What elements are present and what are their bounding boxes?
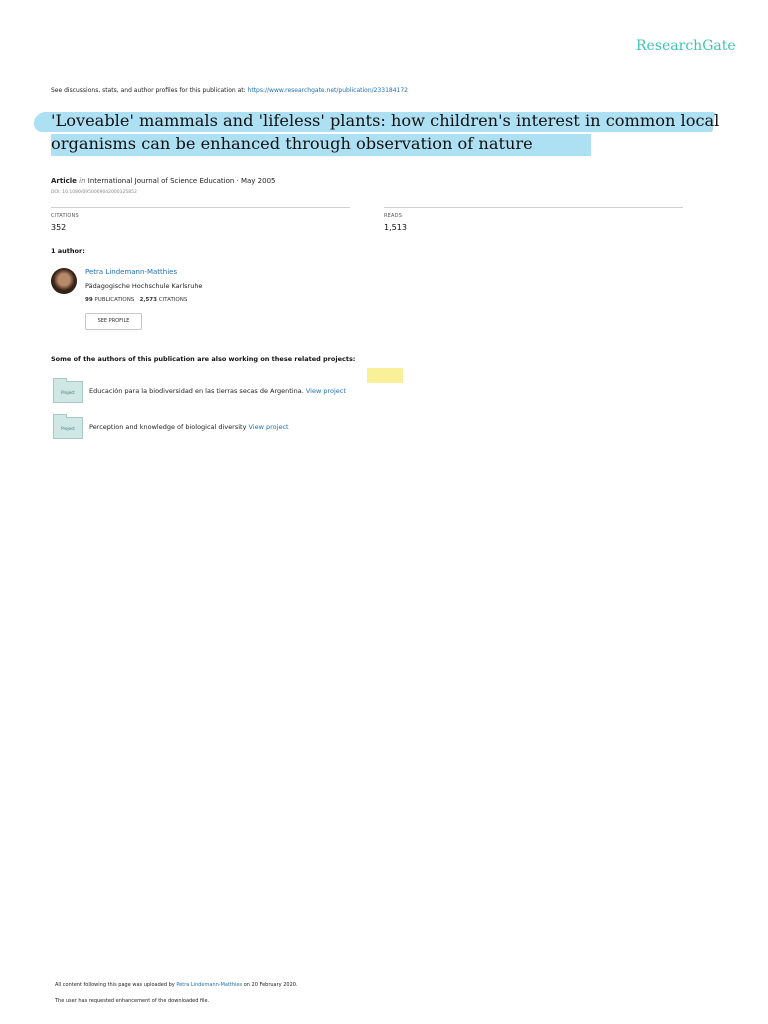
see-profile-button[interactable]: SEE PROFILE — [85, 313, 142, 330]
project-folder-label: Project — [61, 426, 75, 431]
upload-prefix: All content following this page was uploaded by — [55, 982, 177, 988]
discussion-prefix: See discussions, stats, and author profiles for this publication at: — [51, 87, 248, 94]
project-item — [89, 387, 346, 395]
upload-suffix: on 20 February 2020. — [242, 982, 298, 988]
author-publications-label: PUBLICATIONS — [94, 297, 135, 303]
publication-type: Article — [51, 177, 77, 185]
project-title: Perception and knowledge of biological diversity — [89, 423, 247, 431]
author-affiliation: Pädagogische Hochschule Karlsruhe — [85, 282, 203, 290]
researchgate-logo[interactable]: ResearchGate — [636, 38, 736, 54]
publication-url-link[interactable]: https://www.researchgate.net/publication/233184172 — [247, 87, 408, 94]
author-publications-count: 99 — [85, 297, 93, 303]
project-folder-icon — [53, 381, 83, 403]
citations-label: CITATIONS — [51, 213, 79, 219]
author-stats — [85, 297, 187, 303]
citations-value: 352 — [51, 223, 67, 232]
discussion-line — [51, 87, 408, 94]
uploader-link[interactable]: Petra Lindemann-Matthies — [176, 982, 243, 988]
publication-title: 'Loveable' mammals and 'lifeless' plants: how children's interest in common local organisms can be enhanced through observation of nature — [51, 111, 720, 153]
view-project-link[interactable]: View project — [305, 387, 346, 395]
author-citations-count: 2,573 — [139, 297, 157, 303]
enhancement-note: The user has requested enhancement of the downloaded file. — [55, 998, 210, 1004]
project-folder-label: Project — [61, 390, 75, 395]
view-project-link[interactable]: View project — [248, 423, 289, 431]
journal-name: International Journal of Science Education · May 2005 — [87, 177, 276, 185]
related-projects-heading: Some of the authors of this publication are also working on these related projects: — [51, 355, 356, 363]
upload-note — [55, 982, 298, 988]
reads-divider — [384, 207, 683, 208]
citations-divider — [51, 207, 350, 208]
project-title: Educación para la biodiversidad en las tierras secas de Argentina. — [89, 387, 304, 395]
author-name-link[interactable]: Petra Lindemann-Matthies — [85, 268, 178, 276]
authors-heading: 1 author: — [51, 247, 85, 255]
author-avatar[interactable] — [51, 268, 77, 294]
project-item — [89, 423, 289, 431]
project-folder-icon — [53, 417, 83, 439]
doi: DOI: 10.1080/0950069042000325852 — [51, 190, 137, 195]
publication-meta — [51, 177, 276, 185]
reads-value: 1,513 — [384, 223, 407, 232]
reads-label: READS — [384, 213, 403, 219]
yellow-highlight-mark — [367, 368, 403, 383]
in-word: in — [79, 177, 86, 185]
author-citations-label: CITATIONS — [158, 297, 188, 303]
